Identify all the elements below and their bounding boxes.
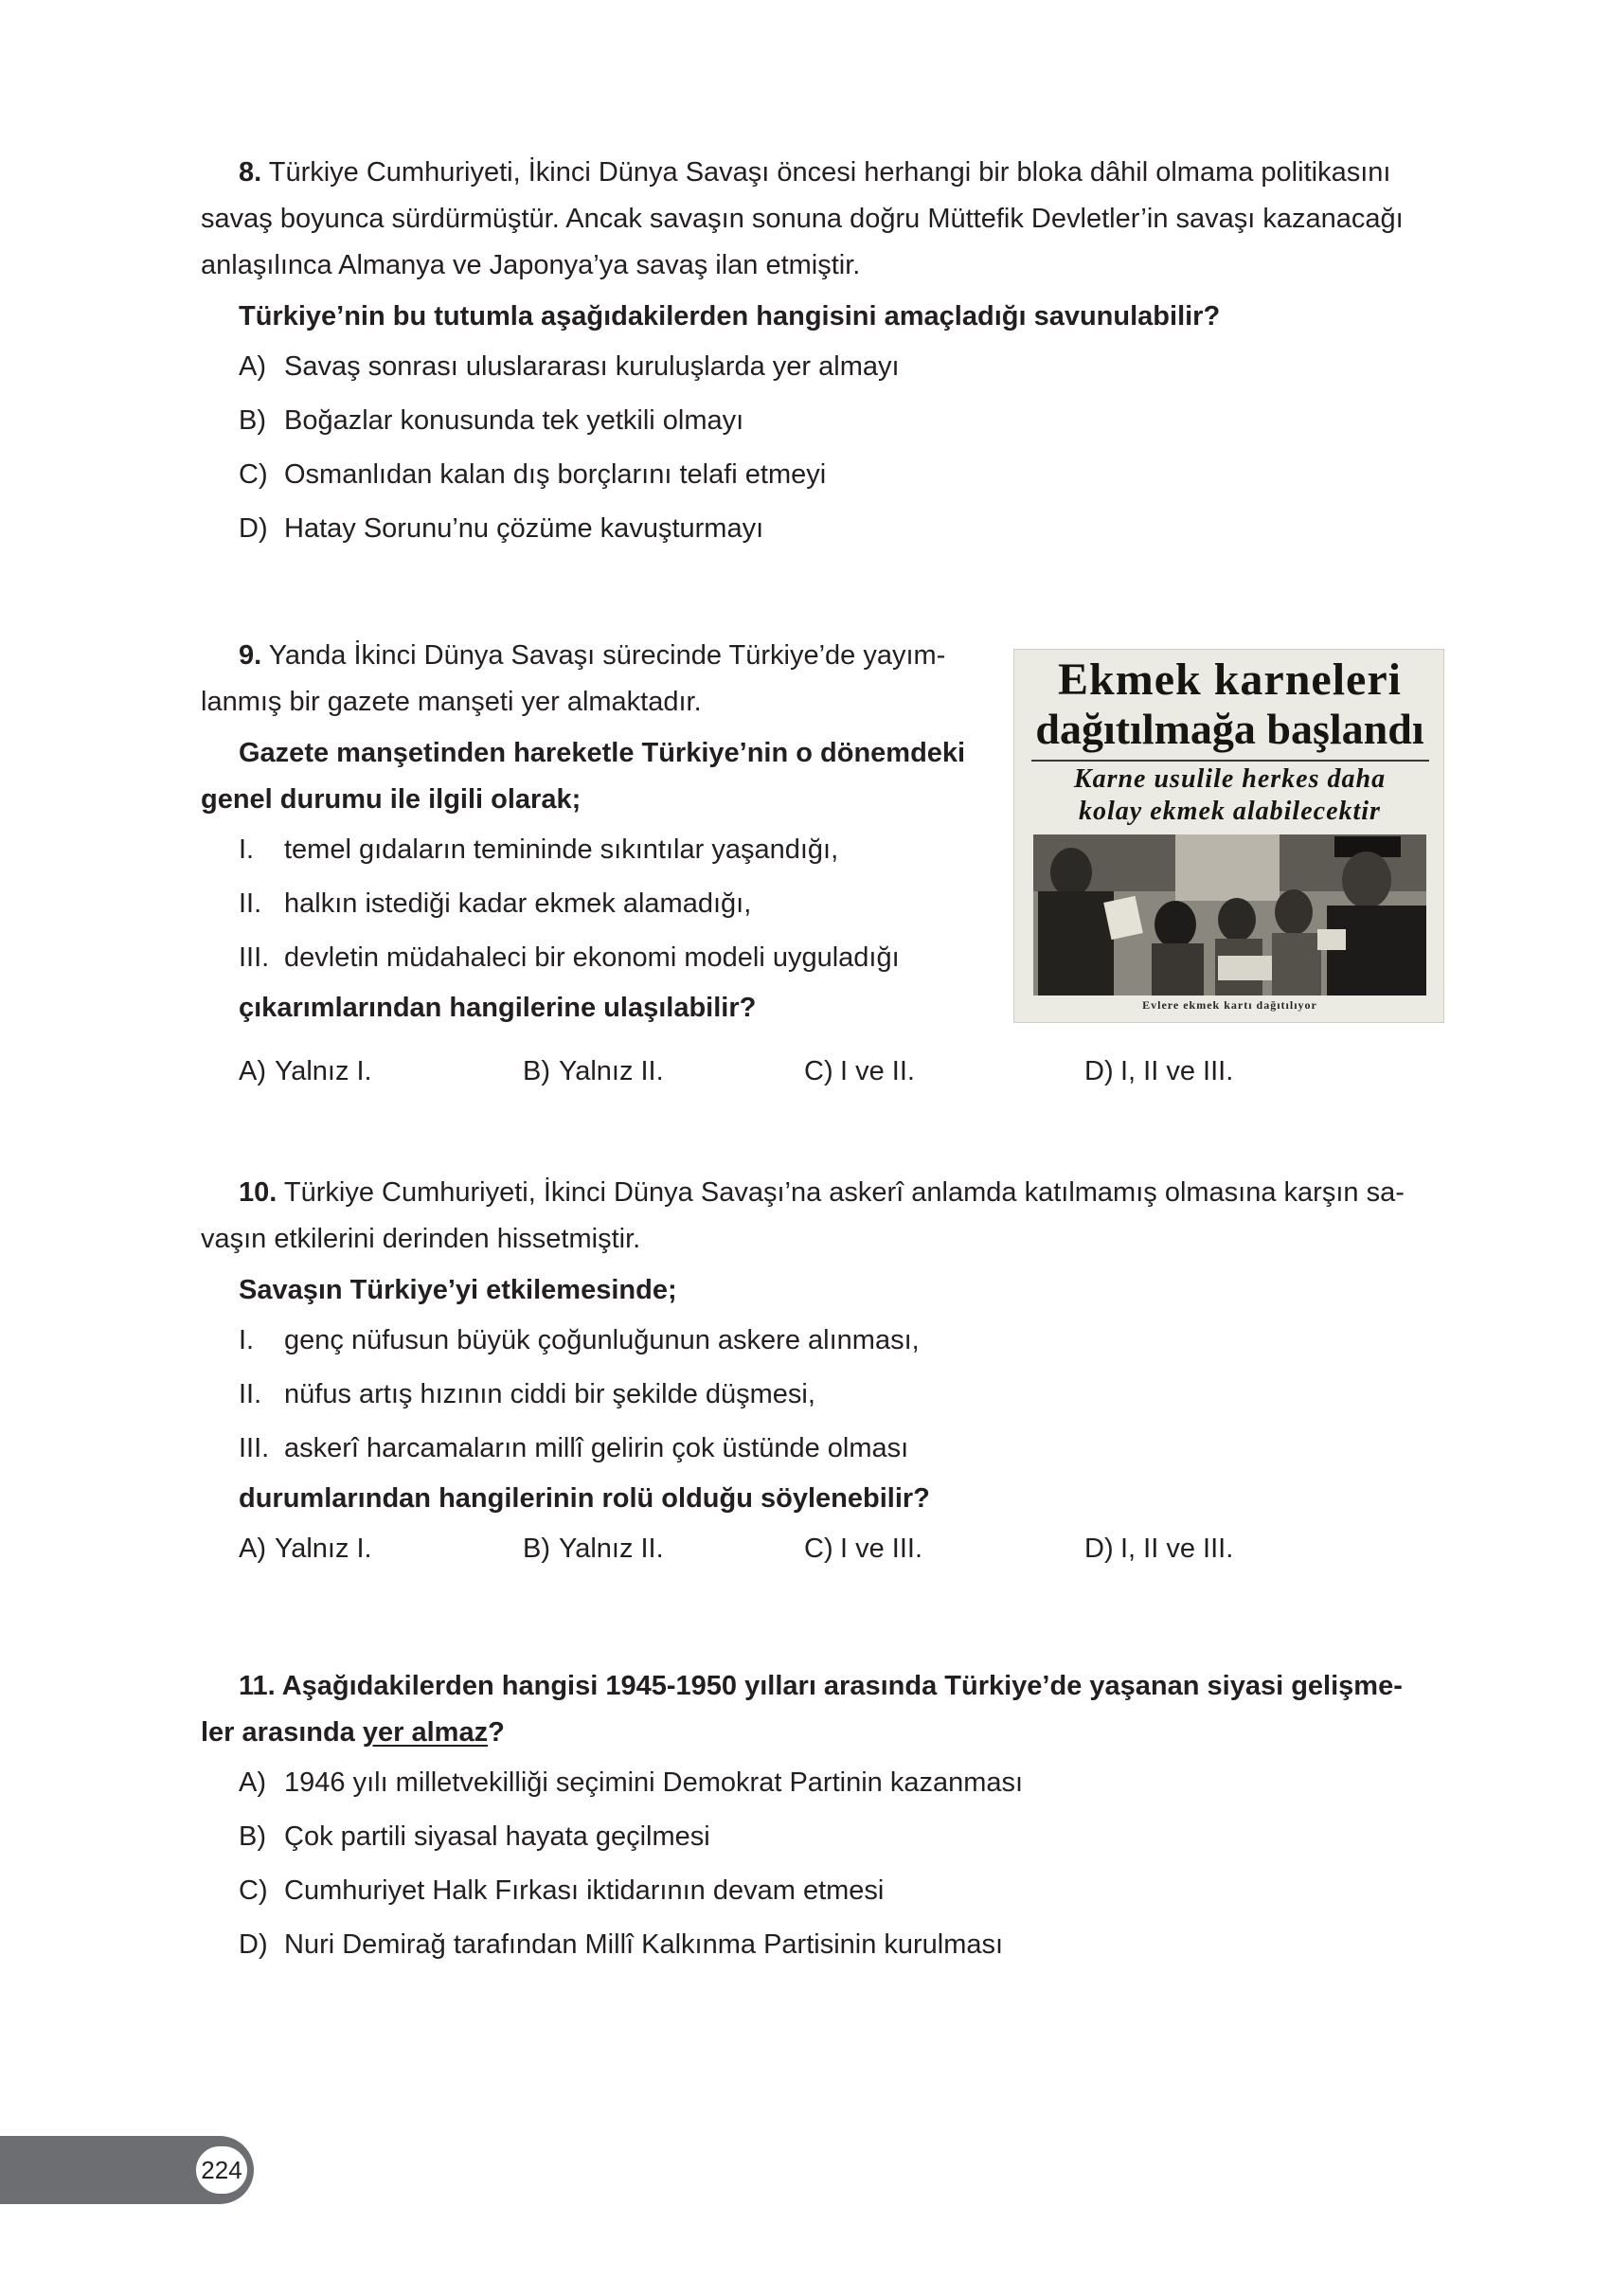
question-number: 8. — [239, 157, 262, 188]
question-10-passage — [201, 1170, 1443, 1263]
statement-iii — [201, 931, 996, 985]
statement-label: II. — [239, 888, 262, 919]
option-b[interactable] — [523, 1522, 664, 1576]
option-text: I, II ve III. — [1120, 1056, 1234, 1086]
statement-text: temel gıdaların temininde sıkıntılar yaşandığı, — [284, 834, 839, 865]
option-text: Savaş sonrası uluslararası kuruluşlarda yer almayı — [284, 351, 900, 382]
option-label: A) — [239, 1056, 266, 1086]
option-label: C) — [804, 1056, 833, 1086]
question-8 — [201, 150, 1443, 556]
option-label: C) — [239, 1875, 268, 1906]
passage-line: Yanda İkinci Dünya Savaşı sürecinde Türkiye’de yayım- — [268, 640, 946, 671]
option-d[interactable] — [201, 502, 1443, 556]
option-text: I ve II. — [840, 1056, 915, 1086]
subheadline-line: kolay ekmek alabilecektir — [1079, 797, 1381, 826]
option-text: 1946 yılı milletvekilliği seçimini Demokrat Partinin kazanması — [284, 1767, 1024, 1798]
stem-line: genel durumu ile ilgili olarak; — [201, 784, 582, 815]
question-10 — [201, 1170, 1443, 1576]
option-b[interactable] — [201, 1810, 1443, 1864]
question-number: 11. — [239, 1671, 276, 1701]
question-9-passage — [201, 633, 996, 726]
passage-line: Türkiye Cumhuriyeti, İkinci Dünya Savaşı’na askerî anlamda katılmamış olmasına karşın sa- — [283, 1177, 1405, 1208]
question-stem: Savaşın Türkiye’yi etkilemesinde; — [239, 1275, 677, 1305]
option-label: D) — [1084, 1056, 1114, 1086]
option-a[interactable] — [239, 1045, 372, 1099]
question-10-options — [201, 1522, 1443, 1576]
statement-label: II. — [239, 1379, 262, 1409]
option-label: D) — [1084, 1534, 1114, 1564]
statement-text: halkın istediği kadar ekmek alamadığı, — [284, 888, 752, 919]
option-c[interactable] — [804, 1522, 922, 1576]
page-number: 224 — [193, 2144, 250, 2197]
question-prompt: durumlarından hangilerinin rolü olduğu söylenebilir? — [239, 1483, 930, 1514]
option-text: Yalnız II. — [559, 1056, 664, 1086]
newspaper-photo — [1033, 834, 1426, 996]
option-label: B) — [239, 1821, 266, 1852]
photo-caption: Evlere ekmek kartı dağıtılıyor — [1142, 998, 1317, 1012]
statement-i — [201, 1314, 1443, 1368]
statement-label: I. — [239, 1325, 255, 1355]
statement-text: genç nüfusun büyük çoğunluğunun askere alınması, — [284, 1325, 920, 1355]
statement-iii — [201, 1422, 1443, 1476]
stem-line-end: ? — [488, 1717, 505, 1748]
option-label: C) — [239, 459, 268, 490]
statement-text: devletin müdahaleci bir ekonomi modeli uyguladığı — [284, 942, 900, 973]
option-text: Boğazlar konusunda tek yetkili olmayı — [284, 405, 744, 436]
option-text: Çok partili siyasal hayata geçilmesi — [284, 1821, 710, 1852]
option-b[interactable] — [201, 394, 1443, 448]
statement-label: I. — [239, 834, 255, 865]
question-number: 10. — [239, 1177, 277, 1208]
passage-line: savaş boyunca sürdürmüştür. Ancak savaşın sonuna doğru Müttefik Devletler’in savaşı kazanacağı — [201, 204, 1404, 234]
option-label: A) — [239, 351, 266, 382]
option-label: D) — [239, 513, 268, 544]
option-label: A) — [239, 1767, 266, 1798]
option-label: B) — [523, 1534, 550, 1564]
stem-line: ler arasında — [201, 1717, 363, 1748]
option-text: Cumhuriyet Halk Fırkası iktidarının devam etmesi — [284, 1875, 885, 1906]
option-c[interactable] — [201, 1864, 1443, 1918]
option-text: Yalnız I. — [275, 1534, 372, 1564]
question-11 — [201, 1663, 1443, 1972]
statement-text: nüfus artış hızının ciddi bir şekilde düşmesi, — [284, 1379, 815, 1409]
question-stem — [201, 730, 996, 823]
subheadline-line: Karne usulile herkes daha — [1073, 764, 1387, 794]
option-a[interactable] — [201, 1756, 1443, 1810]
option-b[interactable] — [523, 1045, 664, 1099]
statement-label: III. — [239, 1433, 270, 1463]
question-stem — [201, 1663, 1443, 1756]
passage-line: lanmış bir gazete manşeti yer almaktadır. — [201, 687, 702, 717]
option-label: C) — [804, 1534, 833, 1564]
option-c[interactable] — [804, 1045, 915, 1099]
newspaper-clipping — [1013, 649, 1444, 1023]
option-c[interactable] — [201, 448, 1443, 502]
option-text: Nuri Demirağ tarafından Millî Kalkınma Partisinin kurulması — [284, 1929, 1004, 1960]
stem-line: Gazete manşetinden hareketle Türkiye’nin o dönemdeki — [239, 738, 966, 768]
option-text: I ve III. — [840, 1534, 923, 1564]
option-d[interactable] — [1084, 1045, 1233, 1099]
passage-line: anlaşılınca Almanya ve Japonya’ya savaş ilan etmiştir. — [201, 250, 861, 280]
headline-line: Ekmek karneleri — [1058, 655, 1402, 705]
option-text: Yalnız II. — [559, 1534, 664, 1564]
statement-label: III. — [239, 942, 270, 973]
passage-line: Türkiye Cumhuriyeti, İkinci Dünya Savaşı öncesi herhangi bir bloka dâhil olmama politikasını — [268, 157, 1391, 188]
option-label: B) — [239, 405, 266, 436]
option-d[interactable] — [1084, 1522, 1233, 1576]
statement-text: askerî harcamaların millî gelirin çok üstünde olması — [284, 1433, 909, 1463]
option-label: A) — [239, 1534, 266, 1564]
headline-line: dağıtılmağa başlandı — [1035, 705, 1424, 753]
question-9-options — [201, 1045, 1443, 1099]
stem-emphasis: yer almaz — [362, 1717, 489, 1748]
option-text: Hatay Sorunu’nu çözüme kavuşturmayı — [284, 513, 764, 544]
option-label: D) — [239, 1929, 268, 1960]
question-stem: Türkiye’nin bu tutumla aşağıdakilerden hangisini amaçladığı savunulabilir? — [239, 301, 1221, 332]
question-9 — [201, 633, 996, 1031]
passage-line: vaşın etkilerini derinden hissetmiştir. — [201, 1224, 641, 1254]
question-prompt: çıkarımlarından hangilerine ulaşılabilir? — [239, 993, 757, 1023]
option-a[interactable] — [201, 340, 1443, 394]
option-text: I, II ve III. — [1120, 1534, 1234, 1564]
statement-ii — [201, 1368, 1443, 1422]
option-d[interactable] — [201, 1918, 1443, 1972]
question-number: 9. — [239, 640, 262, 671]
statement-ii — [201, 877, 996, 931]
option-text: Yalnız I. — [275, 1056, 372, 1086]
statement-i — [201, 823, 996, 877]
question-8-passage — [201, 150, 1443, 289]
headline-rule — [1031, 760, 1429, 762]
option-label: B) — [523, 1056, 550, 1086]
stem-line: Aşağıdakilerden hangisi 1945-1950 yılları arasında Türkiye’de yaşanan siyasi gelişme- — [281, 1671, 1403, 1701]
option-text: Osmanlıdan kalan dış borçlarını telafi etmeyi — [284, 459, 827, 490]
option-a[interactable] — [239, 1522, 372, 1576]
